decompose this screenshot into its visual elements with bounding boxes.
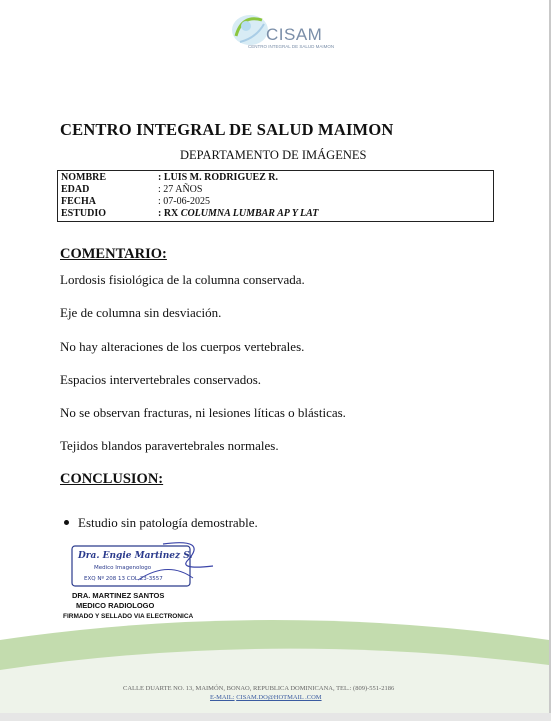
footer-email[interactable]: CISAM.DO@HOTMAIL .COM <box>236 694 322 701</box>
estudio-value-wrap <box>158 208 318 220</box>
fecha-value: : 07-06-2025 <box>158 196 210 207</box>
logo-name: CISAM <box>266 25 323 44</box>
comentario-line: Eje de columna sin desviación. <box>60 305 222 320</box>
stamp-role: Medico Imagenologo <box>94 565 152 571</box>
footer-wave <box>0 610 549 721</box>
comentario-line: Lordosis fisiológica de la columna conservada. <box>60 272 305 287</box>
comentario-line: No hay alteraciones de los cuerpos vertebrales. <box>60 339 305 354</box>
comentario-heading: COMENTARIO: <box>60 246 167 262</box>
footer-address: CALLE DUARTE NO. 13, MAIMÓN, BONAO, REPUBLICA DOMINICANA, TEL.: (809)-551-2186 <box>123 685 395 692</box>
signer-name: DRA. MARTINEZ SANTOS <box>72 591 165 600</box>
comentario-line: Espacios intervertebrales conservados. <box>60 372 262 387</box>
signer-role: MEDICO RADIOLOGO <box>76 601 155 610</box>
department-title: DEPARTAMENTO DE IMÁGENES <box>180 148 367 162</box>
logo-subtitle: CENTRO INTEGRAL DE SALUD MAIMON <box>248 44 335 49</box>
bottom-strip <box>0 713 551 721</box>
edad-value: : 27 AÑOS <box>158 184 203 195</box>
signature-stamp <box>68 540 218 590</box>
email-label: E-MAIL: <box>210 694 235 701</box>
fecha-label: FECHA <box>61 196 96 207</box>
estudio-label: ESTUDIO <box>61 208 107 219</box>
stamp-name: Dra. Engie Martinez S. <box>78 551 193 561</box>
document-title: CENTRO INTEGRAL DE SALUD MAIMON <box>60 120 394 139</box>
bullet-icon <box>64 520 69 525</box>
nombre-value: : LUIS M. RODRIGUEZ R. <box>158 172 279 183</box>
conclusion-item <box>78 515 258 531</box>
signature-note: FIRMADO Y SELLADO VIA ELECTRONICA <box>63 613 194 620</box>
conclusion-heading: CONCLUSION: <box>60 471 164 487</box>
comentario-line: No se observan fracturas, ni lesiones líticas o blásticas. <box>60 405 346 420</box>
patient-info-box <box>57 170 494 222</box>
stamp-exq: EXQ Nº 208 13 COL 23-3557 <box>84 576 163 582</box>
edad-label: EDAD <box>61 184 90 195</box>
nombre-label: NOMBRE <box>61 172 106 183</box>
footer-email-line <box>210 694 322 701</box>
estudio-prefix: : RX <box>158 208 179 219</box>
estudio-value: COLUMNA LUMBAR AP Y LAT <box>180 208 319 219</box>
comentario-line: Tejidos blandos paravertebrales normales. <box>60 438 279 453</box>
conclusion-item-text: Estudio sin patología demostrable. <box>78 515 258 530</box>
